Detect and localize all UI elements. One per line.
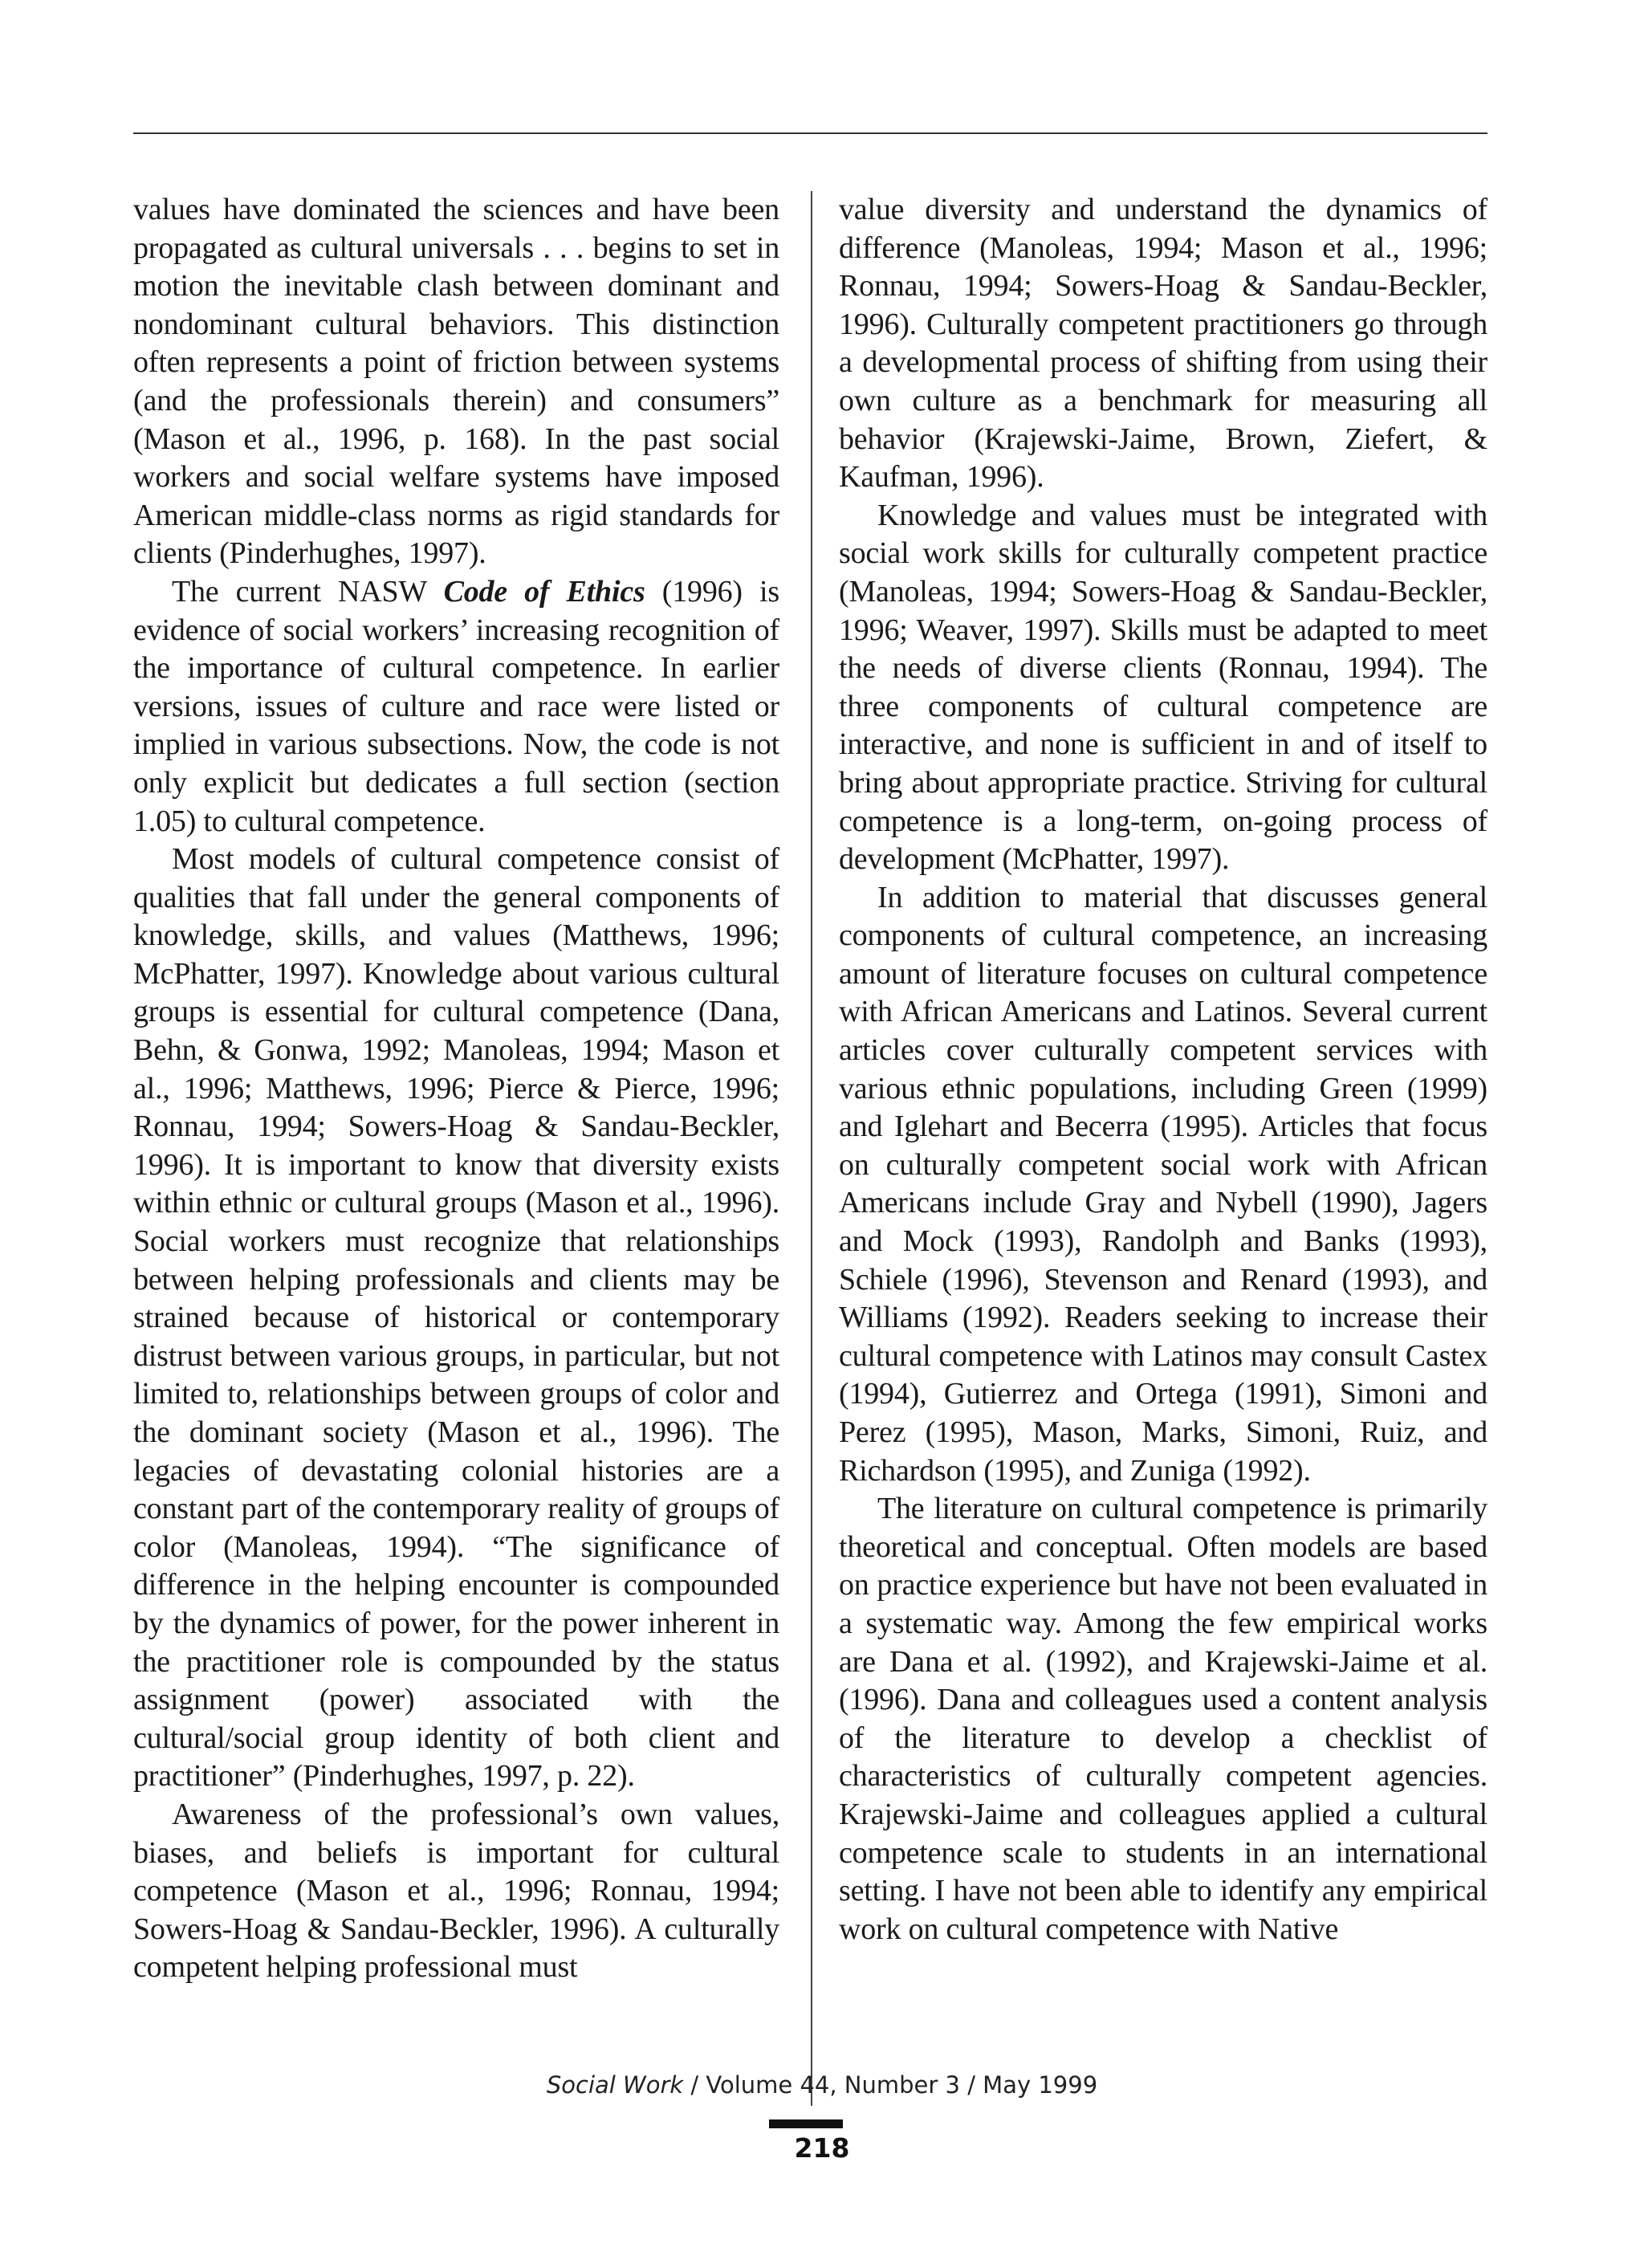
paragraph: values have dominated the sciences and have been propagated as cultural universals . . . begins to set in motion the inevitable clash between dominant and nondominant cultural behaviors. This distinction often represents a point of friction between systems (and the professionals therein) and consumers” (Mason et al., 1996, p. 168). In the past social workers and social welfare systems have imposed American middle-class norms as rigid standards for clients (Pinderhughes, 1997). bbox=[133, 193, 779, 571]
paragraph: Knowledge and values must be integrated with social work skills for culturally competent practice (Manoleas, 1994; Sowers-Hoag & Sandau-Beckler, 1996; Weaver, 1997). Skills must be adapted to meet the needs of diverse clients (Ronnau, 1994). The three components of cultural competence are interactive, and none is sufficient in and of itself to bring about appropriate practice. Striving for cultural competence is a long-term, on-going process of development (McPhatter, 1997). bbox=[839, 498, 1487, 877]
page-number: 218 bbox=[794, 2132, 850, 2164]
paragraph: The literature on cultural competence is primarily theoretical and conceptual. Often models are based on practice experience but have not been evaluated in a systematic way. Among the few empirical works are Dana et al. (1992), and Krajewski-Jaime et al. (1996). Dana and colleagues used a content analysis of the literature to develop a checklist of characteristics of culturally competent agencies. Krajewski-Jaime and colleagues applied a cultural competence scale to students in an international setting. I have not been able to identify any empirical work on cultural competence with Native bbox=[839, 1492, 1487, 1946]
paragraph bbox=[133, 573, 779, 841]
paragraph-text: (1996) is evidence of social workers’ increasing recognition of the importance of cultural competence. In earlier versions, issues of culture and race were listed or implied in various subsections. Now, the code is not only explicit but dedicates a full section (section 1.05) to cultural competence. bbox=[133, 574, 779, 838]
footer-citation bbox=[0, 2071, 1644, 2099]
journal-name: Social Work bbox=[546, 2071, 684, 2099]
paragraph-text: The current NASW bbox=[172, 574, 444, 609]
right-column bbox=[839, 191, 1487, 1948]
issue-info: / Volume 44, Number 3 / May 1999 bbox=[683, 2071, 1098, 2099]
column-divider bbox=[811, 191, 812, 2106]
left-column bbox=[133, 191, 779, 1987]
paragraph: value diversity and understand the dynamics of difference (Manoleas, 1994; Mason et al., 1996; Ronnau, 1994; Sowers-Hoag & Sandau-Beckler, 1996). Culturally competent practitioners go through a developmental process of shifting from using their own culture as a benchmark for measuring all behavior (Krajewski-Jaime, Brown, Ziefert, & Kaufman, 1996). bbox=[839, 193, 1487, 495]
paragraph: In addition to material that discusses general components of cultural competence, an increasing amount of literature focuses on cultural competence with African Americans and Latinos. Several current articles cover culturally competent services with various ethnic populations, including Green (1999) and Iglehart and Becerra (1995). Articles that focus on culturally competent social work with African Americans include Gray and Nybell (1990), Jagers and Mock (1993), Randolph and Banks (1993), Schiele (1996), Stevenson and Renard (1993), and Williams (1992). Readers seeking to increase their cultural competence with Latinos may consult Castex (1994), Gutierrez and Ortega (1991), Simoni and Perez (1995), Mason, Marks, Simoni, Ruiz, and Richardson (1995), and Zuniga (1992). bbox=[839, 880, 1487, 1488]
header-rule bbox=[133, 132, 1487, 134]
paragraph: Awareness of the professional’s own values, biases, and beliefs is important for cultural competence (Mason et al., 1996; Ronnau, 1994; Sowers-Hoag & Sandau-Beckler, 1996). A culturally competent helping professional must bbox=[133, 1797, 779, 1985]
page-number-bar bbox=[769, 2119, 843, 2128]
code-of-ethics-title: Code of Ethics bbox=[443, 574, 645, 609]
paragraph: Most models of cultural competence consist of qualities that fall under the general components of knowledge, skills, and values (Matthews, 1996; McPhatter, 1997). Knowledge about various cultural groups is essential for cultural competence (Dana, Behn, & Gonwa, 1992; Manoleas, 1994; Mason et al., 1996; Matthews, 1996; Pierce & Pierce, 1996; Ronnau, 1994; Sowers-Hoag & Sandau-Beckler, 1996). It is important to know that diversity exists within ethnic or cultural groups (Mason et al., 1996). Social workers must recognize that relationships between helping professionals and clients may be strained because of historical or contemporary distrust between various groups, in particular, but not limited to, relationships between groups of color and the dominant society (Mason et al., 1996). The legacies of devastating colonial histories are a constant part of the contemporary reality of groups of color (Manoleas, 1994). “The significance of difference in the helping encounter is compounded by the dynamics of power, for the power inherent in the practitioner role is compounded by the status assignment (power) associated with the cultural/social group identity of both client and practitioner” (Pinderhughes, 1997, p. 22). bbox=[133, 842, 779, 1794]
